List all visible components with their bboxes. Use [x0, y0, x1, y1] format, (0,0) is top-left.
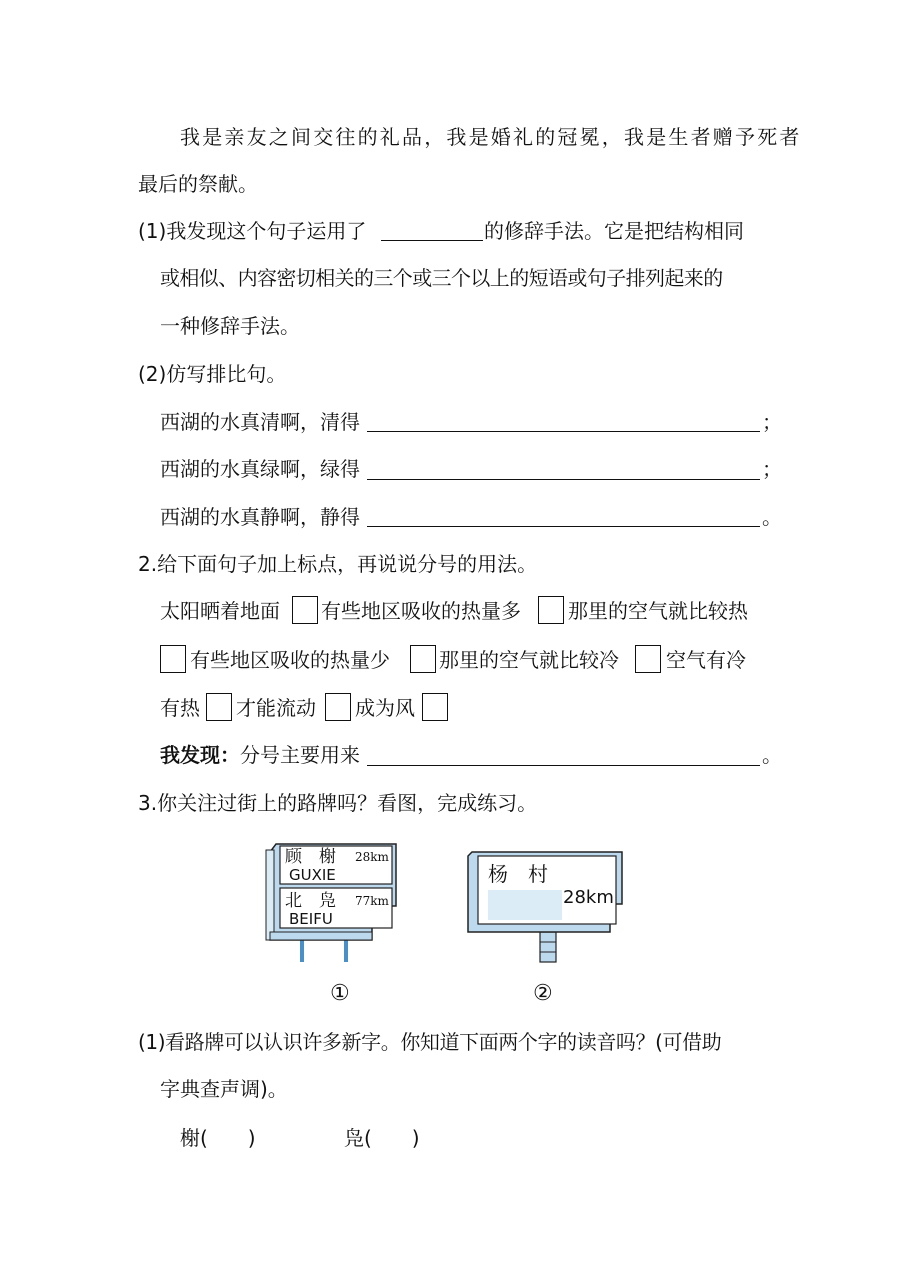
q2-row2-c: 空气有冷	[666, 648, 746, 672]
q2-row3-b: 才能流动	[236, 696, 316, 720]
find-label: 我发现：	[160, 743, 240, 767]
q2-row3-a: 有热	[160, 696, 200, 720]
char-2-pronunciation[interactable]: 凫( )	[344, 1126, 420, 1150]
q2-title: 2.给下面句子加上标点，再说说分号的用法。	[138, 552, 538, 576]
sentence-3-blank[interactable]	[367, 526, 760, 527]
rhetoric-answer-blank[interactable]	[381, 240, 483, 241]
sentence-1-blank[interactable]	[367, 431, 760, 432]
q2-row2-b: 那里的空气就比较冷	[439, 648, 619, 672]
sign1-pinyin-2: BEIFU	[289, 910, 333, 928]
q2-row1-a: 太阳晒着地面	[160, 599, 280, 623]
find-text: 分号主要用来	[240, 743, 360, 767]
sign2-name: 杨 村	[488, 862, 548, 886]
sign2-post	[540, 932, 556, 962]
sign1-name-2: 北 凫	[285, 891, 336, 911]
punctuation-box-1[interactable]	[292, 596, 318, 624]
sign1-distance-2: 77km	[355, 894, 389, 908]
punctuation-box-6[interactable]	[206, 693, 232, 721]
intro-line-1: 我是亲友之间交往的礼品，我是婚礼的冠冕，我是生者赠予死者	[180, 125, 802, 149]
punctuation-box-5[interactable]	[635, 645, 661, 673]
q2-row1-c: 那里的空气就比较热	[568, 599, 748, 623]
sentence-1-prompt: 西湖的水真清啊，清得	[160, 410, 360, 434]
q1-part1-text-b: 的修辞手法。它是把结构相同	[484, 219, 744, 243]
sign1-pinyin-1: GUXIE	[289, 866, 336, 884]
char-1-pronunciation[interactable]: 榭( )	[180, 1126, 256, 1150]
q3-title: 3.你关注过街上的路牌吗？看图，完成练习。	[138, 791, 538, 815]
sentence-3-end: 。	[762, 505, 782, 529]
punctuation-box-8[interactable]	[422, 693, 448, 721]
sign1-post-right	[344, 940, 348, 962]
semicolon-usage-blank[interactable]	[367, 765, 760, 766]
punctuation-box-3[interactable]	[160, 645, 186, 673]
sentence-1-end: ；	[762, 410, 782, 434]
q1-part2-title: (2)仿写排比句。	[138, 362, 287, 386]
sentence-2-blank[interactable]	[367, 479, 760, 480]
sign1-post-left	[300, 940, 304, 962]
find-end: 。	[762, 743, 782, 767]
sign2-pinyin-area	[488, 890, 562, 920]
q1-part1-line-2: 或相似、内容密切相关的三个或三个以上的短语或句子排列起来的	[160, 266, 723, 290]
sign1-number: ①	[330, 981, 350, 1006]
q1-part1-text-a: (1)我发现这个句子运用了	[138, 219, 367, 243]
sign1-name-1: 顾 榭	[285, 847, 336, 867]
sentence-3-prompt: 西湖的水真静啊，静得	[160, 505, 360, 529]
q2-row3-c: 成为风	[355, 696, 415, 720]
punctuation-box-7[interactable]	[325, 693, 351, 721]
punctuation-box-2[interactable]	[538, 596, 564, 624]
sentence-2-prompt: 西湖的水真绿啊，绿得	[160, 457, 360, 481]
q2-row2-a: 有些地区吸收的热量少	[190, 648, 390, 672]
sentence-2-end: ；	[762, 457, 782, 481]
punctuation-box-4[interactable]	[410, 645, 436, 673]
sign2-number: ②	[533, 981, 553, 1006]
q2-row1-b: 有些地区吸收的热量多	[321, 599, 521, 623]
q1-part1-line-3: 一种修辞手法。	[160, 314, 300, 338]
sign2-distance: 28km	[563, 887, 614, 908]
intro-line-2: 最后的祭献。	[138, 172, 258, 196]
sign1-distance-1: 28km	[355, 850, 389, 864]
q3-part1-line-2: 字典查声调)。	[160, 1077, 288, 1101]
q3-part1-line-1: (1)看路牌可以认识许多新字。你知道下面两个字的读音吗？(可借助	[138, 1030, 722, 1054]
